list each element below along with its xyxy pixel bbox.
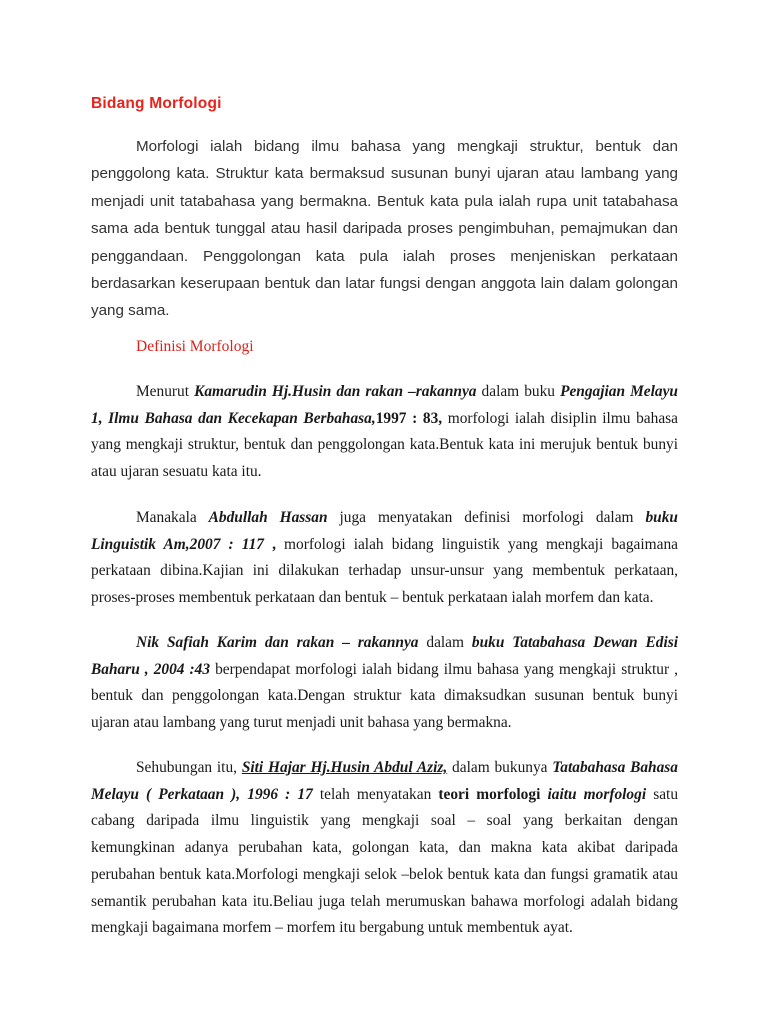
p4-text-3: telah menyatakan <box>312 785 439 803</box>
p4-theory-2: iaitu morfologi <box>547 785 647 803</box>
p1-author: Kamarudin Hj.Husin dan rakan –rakannya <box>194 383 477 400</box>
p2-text-4: morfologi ialah bidang linguistik yang mengkaji bagaimana perkataan dibina.Kajian ini dilakukan terhadap unsur-unsur yang membentuk perkataan, proses-proses membentuk perkataan dan bentuk – bentuk perkataan ialah morfem dan kata. <box>91 535 678 607</box>
p1-text-1: Menurut <box>136 383 195 400</box>
paragraph-siti-hajar <box>91 755 678 942</box>
intro-paragraph <box>91 133 678 325</box>
p1-source: Pengajian Melayu 1, Ilmu Bahasa dan Kecekapan Berbahasa, <box>91 383 678 427</box>
p2-author: Abdullah Hassan <box>208 509 328 526</box>
section-heading: Bidang Morfologi <box>91 95 222 112</box>
p3-source: buku Tatabahasa Dewan Edisi Baharu , 2004 :43 <box>91 634 678 678</box>
paragraph-kamarudin <box>91 379 678 486</box>
p1-year: 1997 : 83, <box>375 409 443 427</box>
p2-text-1: Manakala <box>136 509 209 526</box>
p2-source: buku Linguistik Am,2007 : 117 <box>91 509 678 553</box>
p4-source: Tatabahasa Bahasa Melayu ( Perkataan ), 1996 : 17 <box>91 759 678 803</box>
p2-text-2: juga menyatakan definisi morfologi dalam <box>327 509 646 526</box>
p1-text-2: dalam buku <box>476 383 561 400</box>
p3-text-1: dalam <box>418 634 472 651</box>
paragraph-abdullah <box>91 505 678 612</box>
subsection-heading: Definisi Morfologi <box>136 338 254 355</box>
intro-text: Morfologi ialah bidang ilmu bahasa yang mengkaji struktur, bentuk dan penggolong kata. Struktur kata bermaksud susunan bunyi ujaran atau lambang yang menjadi unit tatabahasa yang bermakna. Bentuk kata pula ialah rupa unit tatabahasa sama ada bentuk tunggal atau hasil daripada proses pengimbuhan, pemajmukan dan penggandaan. Penggolongan kata pula ialah proses menjeniskan perkataan berdasarkan keserupaan bentuk dan latar fungsi dengan anggota lain dalam golongan yang sama. <box>91 138 678 320</box>
p4-theory: teori morfologi <box>438 785 541 803</box>
p3-text-2: berpendapat morfologi ialah bidang ilmu bahasa yang mengkaji struktur , bentuk dan penggolongan kata.Dengan struktur kata dimaksudkan susunan bentuk bunyi ujaran atau lambang yang turut menjadi unit bahasa yang bermakna. <box>91 660 678 732</box>
p2-text-3 <box>264 536 272 553</box>
p4-text-5: satu cabang daripada ilmu linguistik yang mengkaji soal – soal yang berkaitan dengan kemungkinan adanya perubahan kata, golongan kata, dan makna kata akibat daripada perubahan bentuk kata.Morfologi mengkaji selok –belok bentuk kata dan fungsi gramatik atau semantik perubahan kata itu.Beliau juga telah merumuskan bahawa morfologi adalah bidang mengkaji bagaimana morfem – morfem itu bergabung untuk membentuk ayat. <box>91 785 679 937</box>
p2-comma: , <box>272 535 276 553</box>
p3-author: Nik Safiah Karim dan rakan – rakannya <box>136 634 419 651</box>
p4-author: Siti Hajar Hj.Husin Abdul Aziz, <box>241 759 448 776</box>
p4-text-1: Sehubungan itu, <box>136 759 242 776</box>
p1-text-3: morfologi ialah disiplin ilmu bahasa yang mengkaji struktur, bentuk dan penggolongan kata.Bentuk kata ini merujuk bentuk bunyi atau ujaran sesuatu kata itu. <box>91 409 678 481</box>
paragraph-nik-safiah <box>91 630 678 737</box>
p4-text-2: dalam bukunya <box>447 759 553 776</box>
